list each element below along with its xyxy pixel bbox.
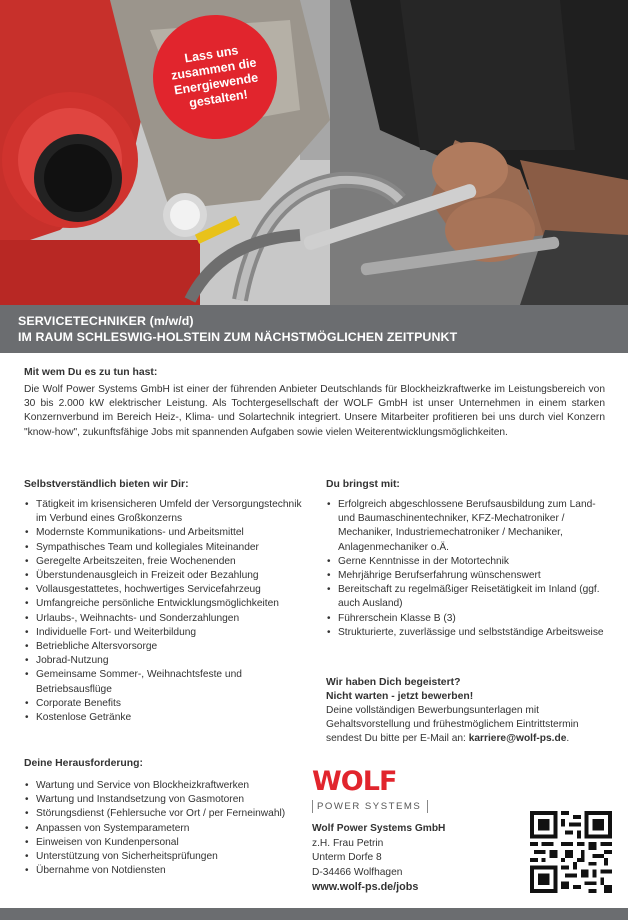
job-location: IM RAUM SCHLESWIG-HOLSTEIN ZUM NÄCHSTMÖGLICHEN ZEITPUNKT [18,330,458,344]
offer-section [24,478,306,725]
city: D-34466 Wolfhagen [312,866,403,878]
address-block [312,822,512,895]
list-item: • Wartung und Instandsetzung von Gasmotoren [24,793,306,807]
cta-text [326,704,606,747]
tasks-list [24,779,306,878]
list-item: • Anpassen von Systemparametern [24,822,306,836]
list-item: • Sympathisches Team und kollegiales Miteinander [24,541,306,555]
list-item: • Betriebliche Altersvorsorge [24,640,306,654]
tasks-heading: Deine Herausforderung: [24,758,143,769]
job-title: SERVICETECHNIKER (m/w/d) [18,314,194,328]
company-name: Wolf Power Systems GmbH [312,823,446,834]
list-item: • Wartung und Service von Blockheizkraftwerken [24,779,306,793]
list-item: • Störungsdienst (Fehlersuche vor Ort / per Ferneinwahl) [24,807,306,821]
requirements-section [326,478,606,640]
title-band [0,305,628,353]
qr-code-icon[interactable] [530,811,612,893]
technician-photo-illustration [0,0,628,305]
cta-body: Deine vollständigen Bewerbungsunterlagen mit Gehaltsvorstellung und frühestmöglichem Eintrittstermin sendest Du bitte per E-Mail an: [326,705,579,745]
list-item: • Gerne Kenntnisse in der Motortechnik [326,555,606,569]
intro-section [24,366,605,440]
list-item: • Vollausgestattetes, hochwertiges Servicefahrzeug [24,583,306,597]
cta-suffix: . [566,733,570,745]
list-item: • Gemeinsame Sommer-, Weihnachtsfeste und Betriebsausflüge [24,668,306,696]
list-item: • Umfangreiche persönliche Entwicklungsmöglichkeiten [24,597,306,611]
list-item: • Individuelle Fort- und Weiterbildung [24,626,306,640]
list-item: • Überstundenausgleich in Freizeit oder Bezahlung [24,569,306,583]
list-item: • Bereitschaft zu regelmäßiger Reisetätigkeit im Inland (ggf. auch Ausland) [326,583,606,611]
contact-person: z.H. Frau Petrin [312,837,384,849]
list-item: • Kostenlose Getränke [24,711,306,725]
requirements-heading: Du bringst mit: [326,479,400,490]
intro-text: Die Wolf Power Systems GmbH ist einer der führenden Anbieter Deutschlands für Blockheizkraftwerke im Leistungsbereich von 30 bis 2.000 kW elektrischer Leistung. Als Tochtergesellschaft der WOLF GmbH ist unser Unternehmen in einem starken Konzernverbund im Bereich Heiz-, Klima- und Solartechnik integriert. Unsere Mitarbeiter profitieren bei uns durch viel Konzern "know-how", zukunftsfähige Jobs mit spannenden Aufgaben sowie vielen Weiterentwicklungsmöglichkeiten. [24,384,605,438]
list-item: • Strukturierte, zuverlässige und selbstständige Arbeitsweise [326,626,606,640]
email-link[interactable]: karriere@wolf-ps.de [468,733,567,745]
tasks-section [24,757,306,878]
street: Unterm Dorfe 8 [312,852,382,864]
list-item: • Modernste Kommunikations- und Arbeitsmittel [24,526,306,540]
wolf-logo [312,768,434,813]
list-item: • Einweisen von Kundenpersonal [24,836,306,850]
requirements-list [326,498,606,640]
list-item: • Führerschein Klasse B (3) [326,612,606,626]
list-item: • Jobrad-Nutzung [24,654,306,668]
offer-heading: Selbstverständlich bieten wir Dir: [24,479,189,490]
list-item: • Geregelte Arbeitszeiten, freie Wochenenden [24,555,306,569]
list-item: • Urlaubs-, Weihnachts- und Sonderzahlungen [24,612,306,626]
offer-list [24,498,306,725]
list-item: • Mehrjährige Berufserfahrung wünschenswert [326,569,606,583]
logo-wordmark: WOLF [312,766,397,797]
list-item: • Corporate Benefits [24,697,306,711]
list-item: • Übernahme von Notdiensten [24,864,306,878]
call-to-action [326,676,606,747]
list-item: • Erfolgreich abgeschlossene Berufsausbildung zum Land- und Baumaschinentechniker, KFZ-Mechatroniker / Mechaniker, Industriemechatroniker / Mechaniker, Anlagenmechaniker o.Ä. [326,498,606,555]
cta-line1: Wir haben Dich begeistert? [326,677,461,688]
logo-subline: POWER SYSTEMS [312,800,428,813]
website-link[interactable]: www.wolf-ps.de/jobs [312,881,419,894]
footer-band [0,908,628,920]
cta-line2: Nicht warten - jetzt bewerben! [326,691,474,702]
hero-photo [0,0,628,305]
list-item: • Unterstützung von Sicherheitsprüfungen [24,850,306,864]
intro-heading: Mit wem Du es zu tun hast: [24,367,158,378]
list-item: • Tätigkeit im krisensicheren Umfeld der Versorgungstechnik im Verbund eines Großkonzerns [24,498,306,526]
slogan-text: Lass uns zusammen die Energiewende gestalten! [170,43,260,111]
